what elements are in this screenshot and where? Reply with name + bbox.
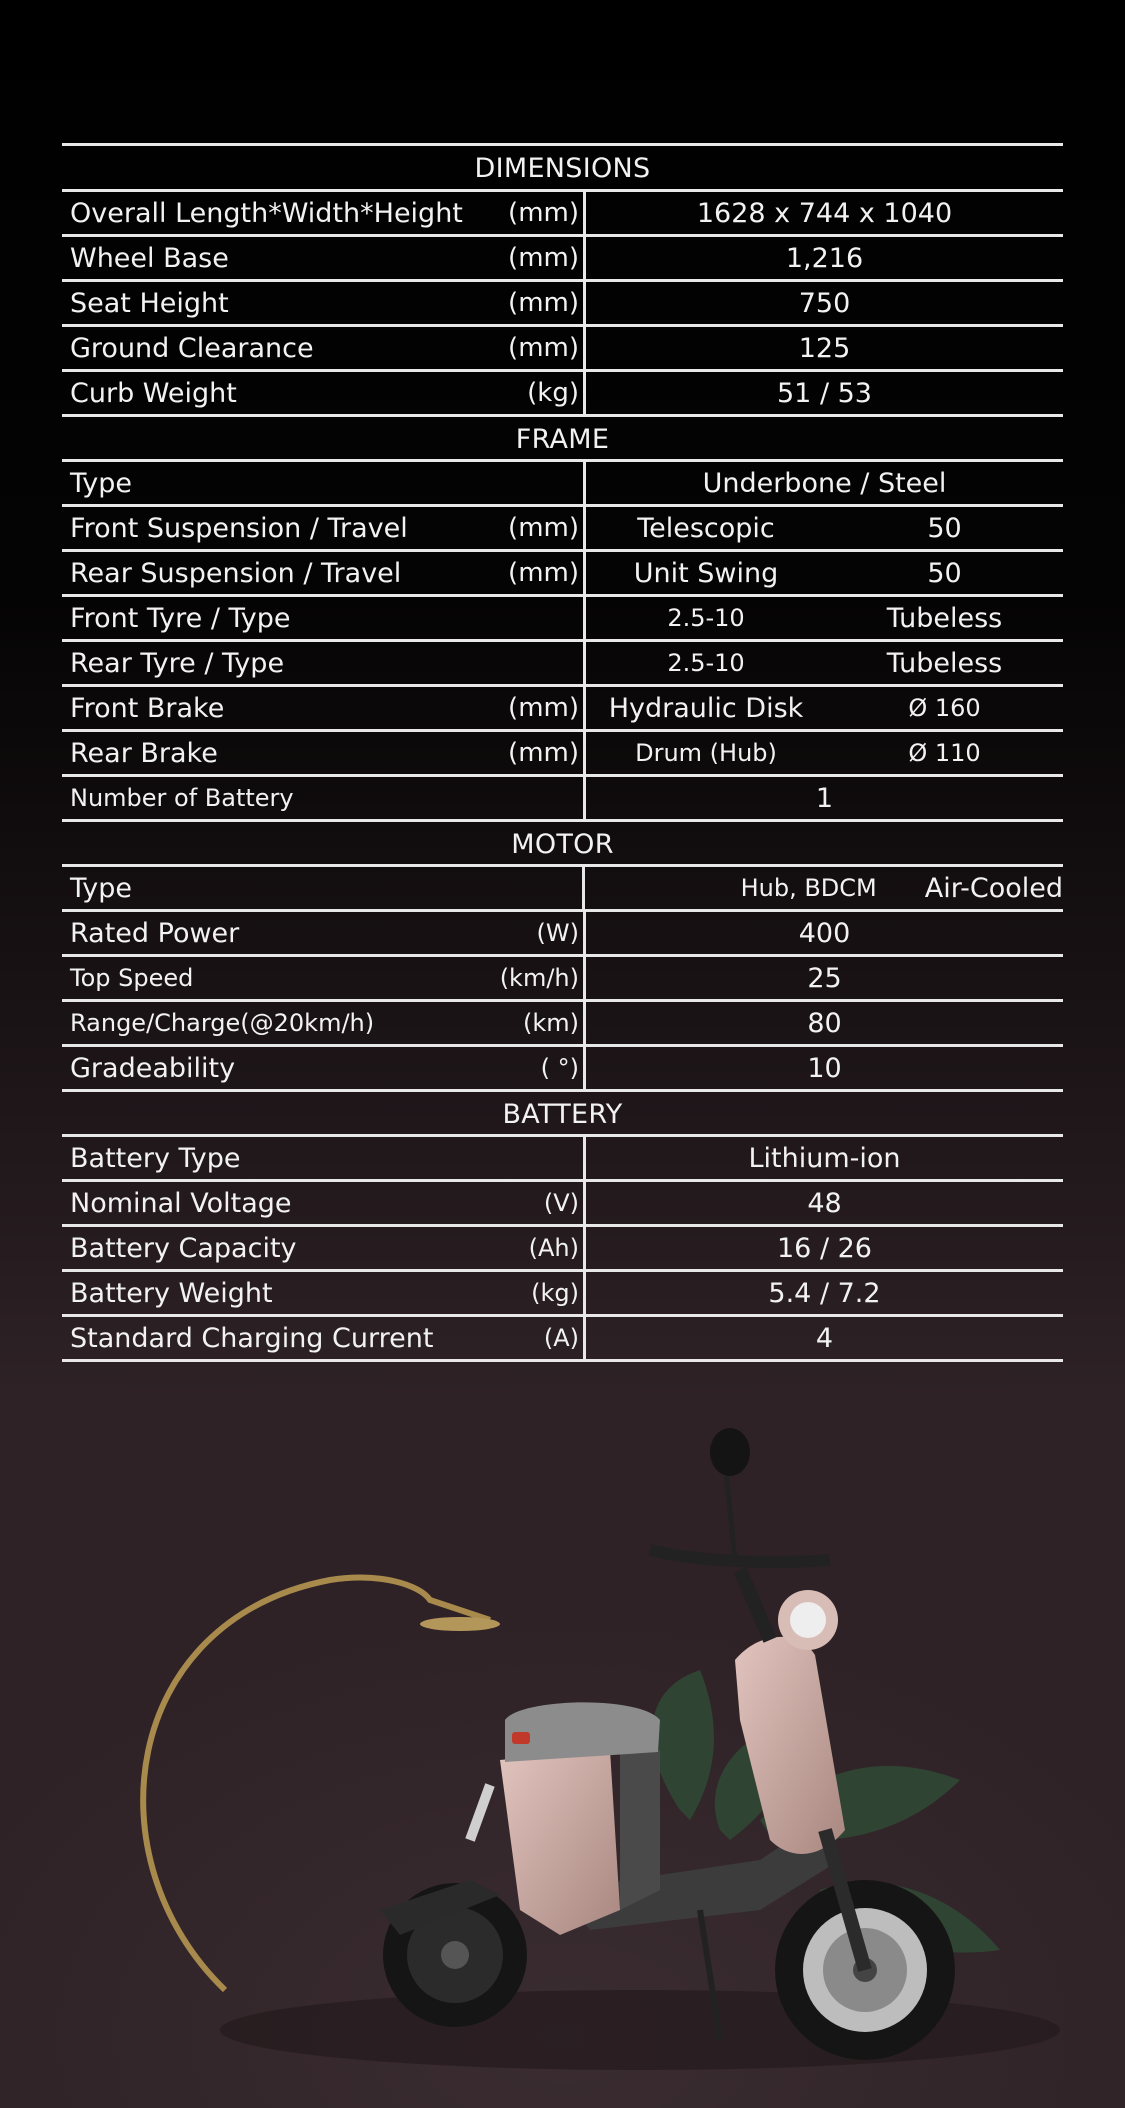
row-value-secondary: Ø 160 xyxy=(908,694,981,722)
row-label: Rear Brake xyxy=(70,737,218,769)
table-row xyxy=(62,684,1063,729)
row-value: Drum (Hub) xyxy=(635,739,777,767)
row-value: 10 xyxy=(807,1052,842,1084)
row-unit: (mm) xyxy=(508,243,579,273)
row-label: Gradeability xyxy=(70,1052,236,1084)
row-value: 1628 x 744 x 1040 xyxy=(696,197,953,229)
arc-lamp-head xyxy=(420,1617,500,1631)
row-value-secondary: 50 xyxy=(927,557,962,589)
row-value-secondary: Tubeless xyxy=(886,647,1003,679)
table-row xyxy=(62,459,1063,504)
row-label: Top Speed xyxy=(70,964,194,992)
row-value: 2.5-10 xyxy=(667,604,745,632)
section-title-battery: BATTERY xyxy=(62,1089,1063,1134)
row-label: Rear Tyre / Type xyxy=(70,647,285,679)
row-unit: (mm) xyxy=(508,288,579,318)
row-label: Battery Type xyxy=(70,1142,241,1174)
scooter-product-photo xyxy=(0,1390,1125,2108)
table-row xyxy=(62,864,1063,909)
row-value: 16 / 26 xyxy=(777,1232,872,1264)
row-value: 48 xyxy=(807,1187,842,1219)
table-row xyxy=(62,774,1063,819)
table-row xyxy=(62,909,1063,954)
row-label: Curb Weight xyxy=(70,377,237,409)
spec-table xyxy=(62,143,1063,1362)
row-label: Ground Clearance xyxy=(70,332,314,364)
row-value: Telescopic xyxy=(637,512,775,544)
table-row xyxy=(62,504,1063,549)
row-label: Rear Suspension / Travel xyxy=(70,557,402,589)
table-row xyxy=(62,549,1063,594)
row-value: 400 xyxy=(798,917,851,949)
section-title-frame: FRAME xyxy=(62,414,1063,459)
table-row xyxy=(62,639,1063,684)
table-row xyxy=(62,594,1063,639)
row-label: Seat Height xyxy=(70,287,229,319)
tail-light xyxy=(512,1732,530,1744)
scooter-rear-panel xyxy=(620,1750,660,1910)
row-value: Lithium-ion xyxy=(748,1142,901,1174)
table-row xyxy=(62,729,1063,774)
row-label: Type xyxy=(70,872,133,904)
scooter-seat xyxy=(505,1702,660,1762)
section-title-dimensions: DIMENSIONS xyxy=(62,143,1063,189)
row-label: Front Brake xyxy=(70,692,225,724)
section-title-motor: MOTOR xyxy=(62,819,1063,864)
row-unit: (mm) xyxy=(508,333,579,363)
row-unit: ( °) xyxy=(540,1054,579,1082)
row-unit: (mm) xyxy=(508,693,579,723)
row-label: Overall Length*Width*Height xyxy=(70,197,463,229)
row-label: Wheel Base xyxy=(70,242,229,274)
row-unit: (mm) xyxy=(508,558,579,588)
table-row xyxy=(62,234,1063,279)
row-value-secondary: Tubeless xyxy=(886,602,1003,634)
row-unit: (km) xyxy=(522,1009,579,1037)
row-unit: (V) xyxy=(543,1189,579,1217)
mirror xyxy=(710,1428,750,1476)
row-label: Number of Battery xyxy=(70,784,294,812)
row-label: Type xyxy=(70,467,133,499)
row-value: Underbone / Steel xyxy=(702,467,947,499)
table-row xyxy=(62,1224,1063,1269)
row-unit: (mm) xyxy=(508,198,579,228)
row-value: 1,216 xyxy=(785,242,864,274)
row-unit: (kg) xyxy=(531,1279,579,1307)
row-label: Nominal Voltage xyxy=(70,1187,292,1219)
row-value: Hydraulic Disk xyxy=(608,692,804,724)
row-value-secondary: Ø 110 xyxy=(908,739,981,767)
row-label: Front Suspension / Travel xyxy=(70,512,408,544)
row-label: Front Tyre / Type xyxy=(70,602,291,634)
row-unit: (kg) xyxy=(527,378,579,408)
row-value: 2.5-10 xyxy=(667,649,745,677)
row-label: Battery Weight xyxy=(70,1277,273,1309)
row-value: 125 xyxy=(798,332,851,364)
row-unit: (W) xyxy=(536,919,579,947)
row-unit: (mm) xyxy=(508,513,579,543)
row-unit: (mm) xyxy=(508,738,579,768)
row-value: Unit Swing xyxy=(633,557,779,589)
table-row xyxy=(62,1134,1063,1179)
table-row xyxy=(62,189,1063,234)
table-row xyxy=(62,1044,1063,1089)
table-row xyxy=(62,1179,1063,1224)
row-value-secondary: Air-Cooled xyxy=(924,872,1063,904)
row-unit: (A) xyxy=(543,1324,579,1352)
row-value: 80 xyxy=(807,1007,842,1039)
row-value: Hub, BDCM xyxy=(740,874,877,902)
row-value: 25 xyxy=(807,962,842,994)
row-value: 4 xyxy=(815,1322,834,1354)
table-row xyxy=(62,279,1063,324)
table-row xyxy=(62,1269,1063,1314)
table-row xyxy=(62,954,1063,999)
row-label: Range/Charge(@20km/h) xyxy=(70,1009,375,1037)
row-value-secondary: 50 xyxy=(927,512,962,544)
row-value: 1 xyxy=(815,782,834,814)
row-value: 5.4 / 7.2 xyxy=(768,1277,881,1309)
row-label: Rated Power xyxy=(70,917,240,949)
row-value: 750 xyxy=(798,287,851,319)
table-row xyxy=(62,369,1063,414)
row-label: Battery Capacity xyxy=(70,1232,297,1264)
row-unit: (km/h) xyxy=(499,964,579,992)
row-unit: (Ah) xyxy=(528,1234,579,1262)
table-row xyxy=(62,1314,1063,1362)
table-row xyxy=(62,999,1063,1044)
headlight xyxy=(790,1602,826,1638)
row-label: Standard Charging Current xyxy=(70,1322,434,1354)
table-row xyxy=(62,324,1063,369)
row-value: 51 / 53 xyxy=(777,377,872,409)
